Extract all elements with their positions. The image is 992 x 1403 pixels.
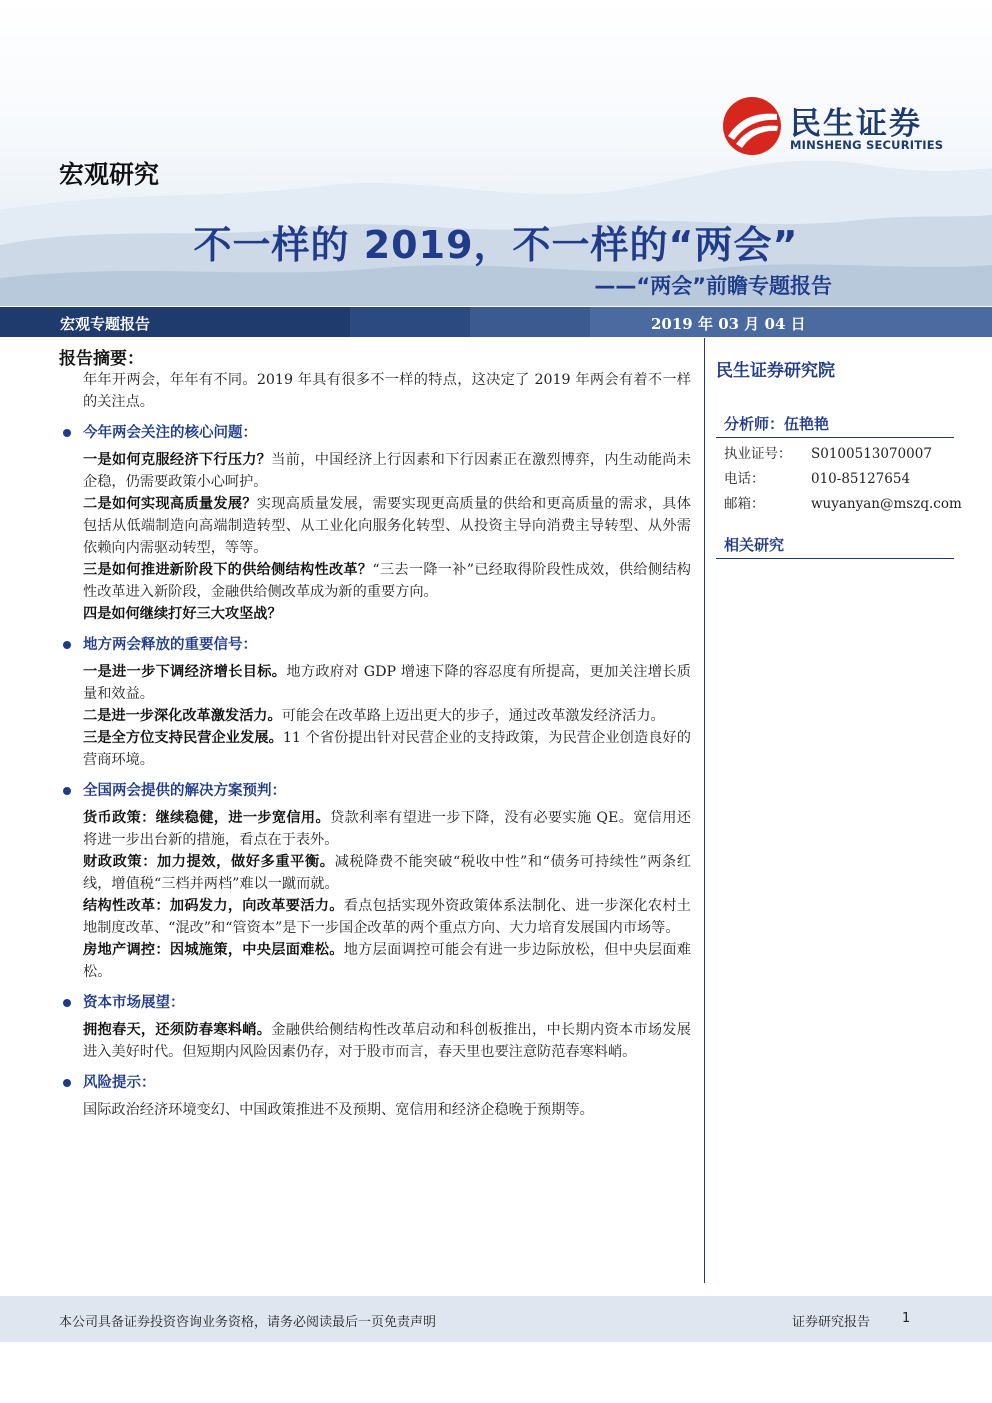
info-label: 电话： [724,471,765,487]
info-row [716,492,962,517]
section-body [59,449,691,625]
list-item: 财政政策：加力提效，做好多重平衡。减税降费不能突破“税收中性”和“债务可持续性”两条红线，增值税“三档并两档”难以一蹴而就。 [83,854,691,892]
section-body [59,1099,691,1121]
list-item: 二是进一步深化改革激发活力。可能会在改革路上迈出更大的步子，通过改革激发经济活力。 [83,708,665,724]
bullet-icon [63,429,71,437]
section-body [59,807,691,983]
report-category: 宏观研究 [59,160,160,189]
section-heading: 风险提示： [59,1072,691,1094]
page-footer [0,1296,992,1342]
column-divider [704,338,705,1283]
section-heading: 资本市场展望： [59,992,691,1014]
section-heading: 今年两会关注的核心问题： [59,422,691,444]
section-heading: 地方两会释放的重要信号： [59,634,691,656]
disclaimer-text: 本公司具备证券投资咨询业务资格，请务必阅读最后一页免责声明 [59,1315,437,1330]
divider [716,437,954,438]
summary-heading: 报告摘要： [59,349,144,369]
report-type-bar [0,307,992,337]
bullet-icon [63,641,71,649]
summary-column [59,344,691,1121]
bullet-icon [63,1079,71,1087]
related-research-heading: 相关研究 [724,536,785,554]
divider [716,558,954,559]
list-item: 四是如何继续打好三大攻坚战？ [83,606,282,622]
analyst-info [716,442,962,517]
bullet-icon [63,999,71,1007]
list-item: 结构性改革：加码发力，向改革要活力。看点包括实现外资政策体系法制化、进一步深化农村土地制度改革、“混改”和“管资本”是下一步国企改革的两个重点方向、大力培育发展国内市场等。 [83,898,691,936]
header-banner [0,0,992,306]
report-date: 2019 年 03 月 04 日 [651,315,806,333]
info-label: 邮箱： [724,496,765,512]
list-item: 二是如何实现高质量发展？实现高质量发展，需要实现更高质量的供给和更高质量的需求，具体包括从低端制造向高端制造转型、从工业化向服务化转型、从投资主导向消费主导转型、从外需依赖向内需驱动转型，等等。 [83,496,691,556]
list-item: 国际政治经济环境变幻、中国政策推进不及预期、宽信用和经济企稳晚于预期等。 [83,1102,594,1118]
section-heading: 全国两会提供的解决方案预判： [59,780,691,802]
info-row [716,467,954,492]
logo-name-en: MINSHENG SECURITIES [790,138,944,152]
list-item: 三是如何推进新阶段下的供给侧结构性改革？“三去一降一补”已经取得阶段性成效，供给侧结构性改革进入新阶段，金融供给侧改革成为新的重要方向。 [83,562,691,600]
company-logo [722,96,952,158]
section-body [59,1019,691,1063]
section-body [59,661,691,771]
info-row [716,442,954,467]
footer-label: 证券研究报告 [792,1315,871,1330]
institute-name: 民生证券研究院 [716,361,835,381]
summary-intro: 年年开两会，年年有不同。2019 年具有很多不一样的特点，这决定了 2019 年两会有着不一样的关注点。 [83,372,691,410]
list-item: 一是如何克服经济下行压力？当前，中国经济上行因素和下行因素正在激烈博弈，内生动能尚未企稳，仍需要政策小心呵护。 [83,452,691,490]
list-item: 一是进一步下调经济增长目标。地方政府对 GDP 增速下降的容忍度有所提高，更加关注增长质量和效益。 [83,664,691,702]
report-subtitle: ——“两会”前瞻专题报告 [594,274,832,298]
report-type: 宏观专题报告 [60,315,151,333]
sidebar [716,356,962,559]
report-title: 不一样的 2019，不一样的“两会” [193,223,799,267]
license-number: S0100513070007 [811,446,932,462]
analyst-name: 分析师：伍艳艳 [724,415,830,433]
phone-number: 010-85127654 [811,471,911,487]
logo-mark-icon [722,96,782,156]
list-item: 房地产调控：因城施策，中央层面难松。地方层面调控可能会有进一步边际放松，但中央层面难松。 [83,942,691,980]
list-item: 拥抱春天，还须防春寒料峭。金融供给侧结构性改革启动和科创板推出，中长期内资本市场发展进入美好时代。但短期内风险因素仍存，对于股市而言，春天里也要注意防范春寒料峭。 [83,1022,691,1060]
list-item: 三是全方位支持民营企业发展。11 个省份提出针对民营企业的支持政策，为民营企业创造良好的营商环境。 [83,730,691,768]
email-link[interactable]: wuyanyan@mszq.com [811,496,962,512]
bullet-icon [63,787,71,795]
page-number: 1 [902,1311,911,1326]
list-item: 货币政策：继续稳健，进一步宽信用。贷款利率有望进一步下降，没有必要实施 QE。宽信用还将进一步出台新的措施，看点在于表外。 [83,810,691,848]
info-label: 执业证号： [724,446,792,462]
logo-name-cn: 民生证券 [790,106,922,142]
